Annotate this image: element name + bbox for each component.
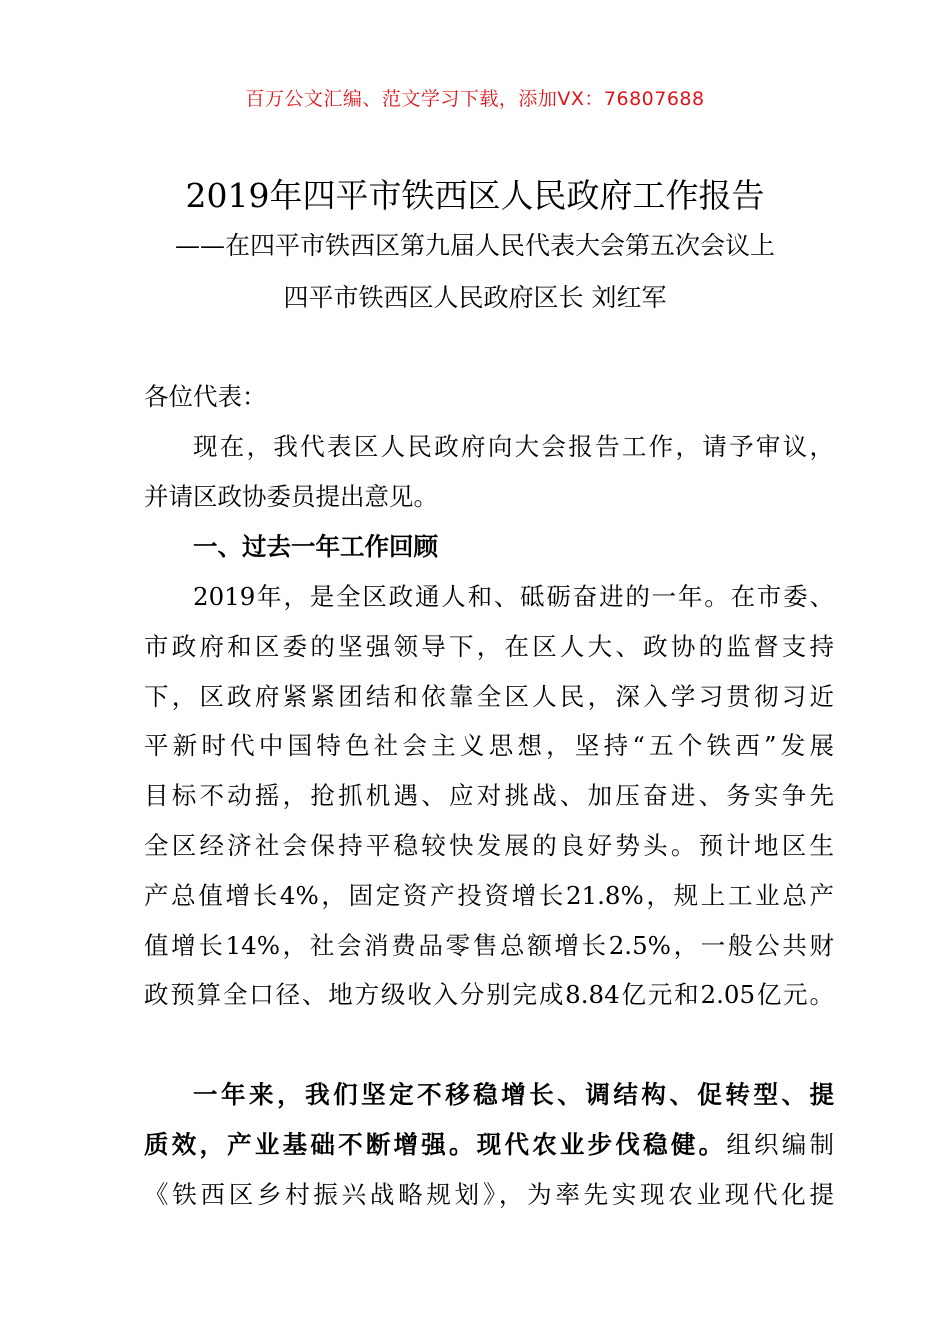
paragraph-review (144, 572, 834, 1020)
paragraph-line: 值增长14%，社会消费品零售总额增长2.5%，一般公共财 (144, 930, 834, 960)
document-title: 2019年四平市铁西区人民政府工作报告 (185, 176, 765, 215)
paragraph-line: 全区经济社会保持平稳较快发展的良好势头。预计地区生 (144, 830, 834, 860)
paragraph-line: 市政府和区委的坚强领导下，在区人大、政协的监督支持 (144, 631, 834, 661)
section-heading (144, 522, 834, 572)
section-heading-text: 一、过去一年工作回顾 (193, 532, 438, 561)
paragraph-line-mixed (144, 1120, 834, 1170)
paragraph-line: 产总值增长4%，固定资产投资增长21.8%，规上工业总产 (144, 880, 834, 910)
salutation-text: 各位代表： (144, 382, 267, 411)
paragraph-line: 目标不动摇，抢抓机遇、应对挑战、加压奋进、务实争先 (144, 781, 834, 811)
paragraph-line: 下，区政府紧紧团结和依靠全区人民，深入学习贯彻习近 (144, 681, 834, 711)
paragraph-line: 《铁西区乡村振兴战略规划》，为率先实现农业现代化提 (144, 1179, 834, 1209)
paragraph-line: 平新时代中国特色社会主义思想，坚持“五个铁西”发展 (144, 731, 834, 761)
paragraph-line: 政预算全口径、地方级收入分别完成8.84亿元和2.05亿元。 (144, 980, 834, 1010)
intro-line: 现在，我代表区人民政府向大会报告工作，请予审议， (193, 432, 834, 461)
document-subtitle: ——在四平市铁西区第九届人民代表大会第五次会议上 (174, 231, 775, 260)
document-author: 四平市铁西区人民政府区长 刘红军 (283, 283, 667, 312)
salutation (144, 372, 834, 422)
paragraph-bold-lead: 质效，产业基础不断增强。现代农业步伐稳健。 (144, 1129, 727, 1159)
watermark-banner: 百万公文汇编、范文学习下载，添加VX：76807688 (245, 88, 705, 110)
paragraph-normal-tail: 组织编制 (726, 1129, 834, 1159)
paragraph-line-bold: 一年来，我们坚定不移稳增长、调结构、促转型、提 (193, 1080, 834, 1109)
paragraph-line: 2019年，是全区政通人和、砥砺奋进的一年。在市委、 (193, 582, 834, 611)
intro-paragraph (144, 422, 834, 522)
intro-line: 并请区政协委员提出意见。 (144, 481, 438, 511)
paragraph-industry (144, 1070, 834, 1219)
